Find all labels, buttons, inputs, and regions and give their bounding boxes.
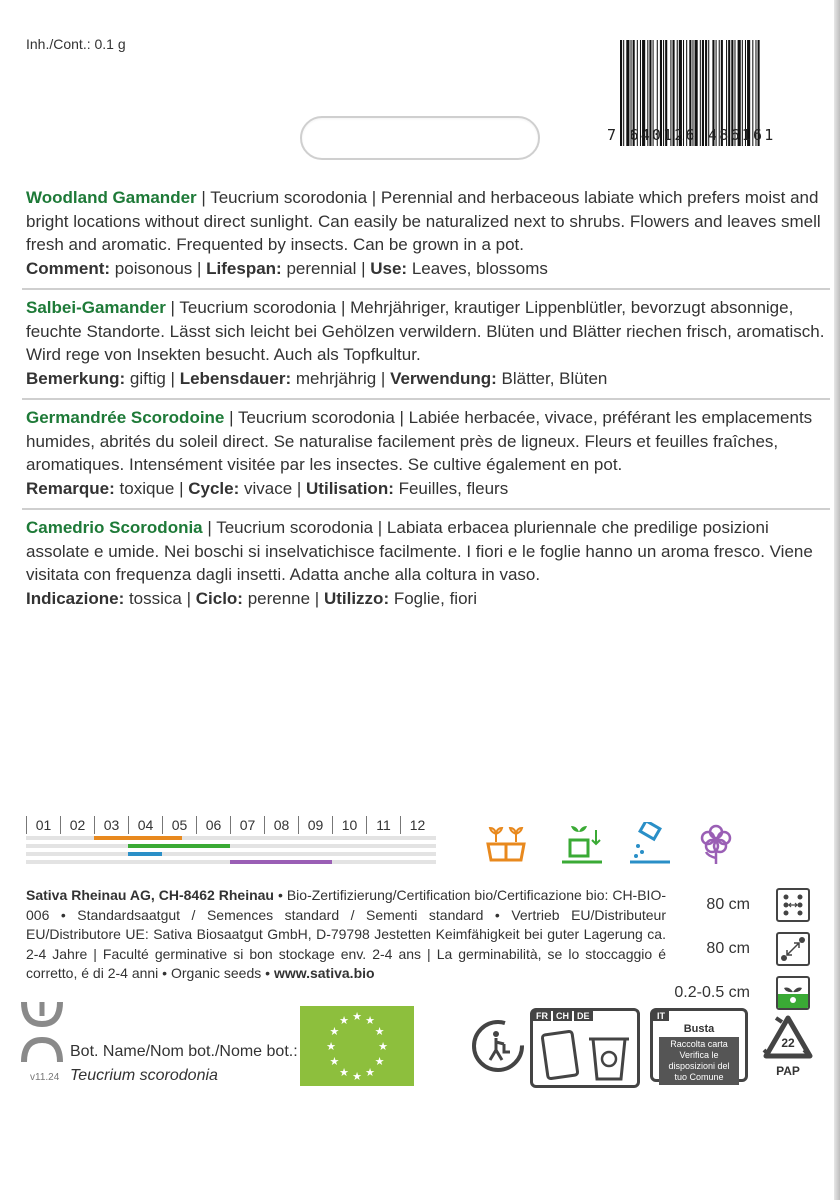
botanical-latin: Teucrium scorodonia (70, 1067, 218, 1084)
eu-star: ★ (352, 1071, 362, 1083)
company-info (26, 886, 666, 984)
section-title: Germandrée Scorodoine (26, 408, 225, 427)
page-edge (834, 0, 840, 1200)
packet-bin-icon (539, 1027, 635, 1083)
row-spacing-value: 80 cm (706, 896, 750, 913)
italian-label-box (650, 1008, 748, 1082)
company-url: www.sativa.bio (273, 965, 375, 981)
meta-label: Utilisation: (306, 478, 394, 498)
company-body: • Bio-Zertifizierung/Certification bio/Certificazione bio: CH-BIO-006 • Standardsaatgut / Semences standard / Sementi standard • Vertrieb EU/Distributeur EU/Distributore UE: Sativa Biosaatgut GmbH, D-79798 Jestetten Keimfähigkeit bei guter Lagerung ca. 2-4 Jahre | Faculté germinative si bon stockage env. 2-4 ans | La germinabilità, se lo stoccaggio é corretto, é di 2-4 anni • Organic seeds • (26, 887, 666, 981)
plant-spacing-value: 80 cm (706, 940, 750, 957)
plant-spacing-icon (776, 932, 810, 966)
calendar-track (26, 852, 436, 856)
section-title: Woodland Gamander (26, 188, 197, 207)
section-text: | Teucrium scorodonia | Perennial and herbaceous labiate which prefers moist and bright locations without direct sunlight. Can easily be naturalized next to shrubs. Flowers and leaves smell fresh and aromatic. Frequented by insects. Can be grown in a pot. (26, 188, 821, 254)
calendar-month: 10 (332, 816, 366, 834)
meta-value: perennial | (281, 258, 371, 278)
direct-sowing-icon (628, 822, 672, 866)
calendar-bar (128, 852, 162, 856)
country-tag: CH (553, 1011, 572, 1021)
meta-value: toxique | (114, 478, 189, 498)
eu-organic-logo (300, 1006, 414, 1086)
barcode-digits: 7 640126 486161 (607, 126, 776, 144)
spacing-row (640, 930, 820, 974)
spacing-info (640, 886, 820, 1018)
meta-value: giftig | (125, 368, 180, 388)
botanical-label: Bot. Name/Nom bot./Nome bot.: (70, 1043, 298, 1060)
meta-label: Utilizzo: (323, 588, 390, 608)
section-title: Salbei-Gamander (26, 298, 166, 317)
calendar-bar (128, 844, 230, 848)
eu-star: ★ (365, 1066, 375, 1079)
meta-label: Lifespan: (206, 258, 282, 278)
eu-star: ★ (352, 1011, 362, 1023)
divider (22, 398, 830, 400)
calendar-track (26, 844, 436, 848)
section-en (26, 186, 826, 280)
content-label: Inh./Cont.: 0.1 g (26, 36, 126, 52)
calendar-month: 09 (298, 816, 332, 834)
spacing-row (640, 886, 820, 930)
busta-text: Raccolta carta Verifica le disposizioni del tuo Comune (659, 1037, 739, 1085)
tidyman-recycle-icon (470, 1018, 526, 1074)
sorting-info-box (530, 1008, 640, 1088)
country-tag: DE (574, 1011, 593, 1021)
meta-label: Lebensdauer: (179, 368, 292, 388)
sativa-logo-icon (18, 1000, 66, 1072)
section-text: | Teucrium scorodonia | Mehrjähriger, krautiger Lippenblütler, bevorzugt absonnige, feuchte Standorte. Lässt sich leicht bei Gehölzen verwildern. Blüten und Blätter riechen frisch, aromatisch. Wird rege von Insekten besucht. Auch als Topfkultur. (26, 298, 825, 364)
row-spacing-icon (776, 888, 810, 922)
calendar-bar (94, 836, 182, 840)
eu-leaf-stars-icon (300, 1006, 414, 1086)
calendar-bar (230, 860, 332, 864)
company-name: Sativa Rheinau AG, CH-8462 Rheinau (26, 887, 274, 903)
pap-code: 22 (781, 1036, 795, 1050)
calendar-month: 11 (366, 816, 400, 834)
eu-star: ★ (329, 1056, 340, 1068)
section-title: Camedrio Scorodonia (26, 518, 203, 537)
meta-label: Verwendung: (390, 368, 497, 388)
calendar-track (26, 836, 436, 840)
meta-label: Cycle: (188, 478, 240, 498)
eu-star: ★ (378, 1041, 388, 1053)
section-de (26, 296, 826, 390)
section-text: | Teucrium scorodonia | Labiata erbacea pluriennale che predilige posizioni assolate e umide. Nei boschi si inselvatichisce facilmente. I fiori e le foglie hanno un aroma fresco. Viene visitata con frequenza dagli insetti. Adatta anche alla coltura in vaso. (26, 518, 813, 584)
pap-label: PAP (776, 1064, 800, 1078)
calendar-month: 01 (26, 816, 60, 834)
meta-value: Foglie, fiori (389, 588, 477, 608)
eu-star: ★ (326, 1041, 336, 1053)
calendar-months (26, 816, 436, 834)
calendar-month: 05 (162, 816, 196, 834)
meta-value: mehrjährig | (291, 368, 391, 388)
meta-label: Remarque: (26, 478, 115, 498)
it-tag: IT (653, 1011, 669, 1021)
meta-value: Leaves, blossoms (407, 258, 548, 278)
calendar-month: 02 (60, 816, 94, 834)
meta-label: Use: (370, 258, 408, 278)
meta-value: Feuilles, fleurs (393, 478, 509, 498)
meta-value: vivace | (239, 478, 307, 498)
sowing-depth-value: 0.2-0.5 cm (674, 984, 750, 1001)
country-tag: FR (533, 1011, 551, 1021)
sowing-calendar (26, 816, 436, 866)
planting-out-icon (560, 822, 604, 866)
meta-label: Ciclo: (195, 588, 243, 608)
version-label: v11.24 (30, 1072, 60, 1083)
divider (22, 508, 830, 510)
busta-title: Busta (683, 1023, 715, 1035)
eu-star: ★ (339, 1015, 349, 1028)
eu-star: ★ (339, 1066, 349, 1079)
meta-label: Bemerkung: (26, 368, 126, 388)
divider (22, 288, 830, 290)
eu-star: ★ (374, 1056, 385, 1068)
meta-value: Blätter, Blüten (496, 368, 608, 388)
eu-star: ★ (329, 1026, 340, 1038)
eu-star: ★ (374, 1026, 385, 1038)
calendar-month: 03 (94, 816, 128, 834)
meta-label: Comment: (26, 258, 111, 278)
meta-value: tossica | (124, 588, 196, 608)
calendar-bars (26, 836, 436, 866)
meta-value: perenne | (242, 588, 324, 608)
section-fr (26, 406, 826, 500)
botanical-name (70, 1040, 298, 1088)
calendar-month: 08 (264, 816, 298, 834)
seedling-tray-icon (484, 822, 528, 866)
descriptions (26, 186, 826, 610)
sowing-depth-icon (776, 976, 810, 1010)
eu-star: ★ (365, 1015, 375, 1028)
hang-slot (300, 116, 540, 160)
meta-value: poisonous | (110, 258, 207, 278)
calendar-month: 12 (400, 816, 434, 834)
country-tags (533, 1011, 593, 1021)
meta-label: Indicazione: (26, 588, 125, 608)
calendar-month: 07 (230, 816, 264, 834)
section-it (26, 516, 826, 610)
calendar-month: 06 (196, 816, 230, 834)
flowering-icon (694, 822, 738, 866)
calendar-month: 04 (128, 816, 162, 834)
section-text: | Teucrium scorodonia | Labiée herbacée, vivace, préférant les emplacements humides, abrités du soleil direct. Se naturalise facilement près de ligneux. Fleurs et feuilles fraîches, aromatiques. Intensément visitée par les insectes. Se cultive également en pot. (26, 408, 813, 474)
